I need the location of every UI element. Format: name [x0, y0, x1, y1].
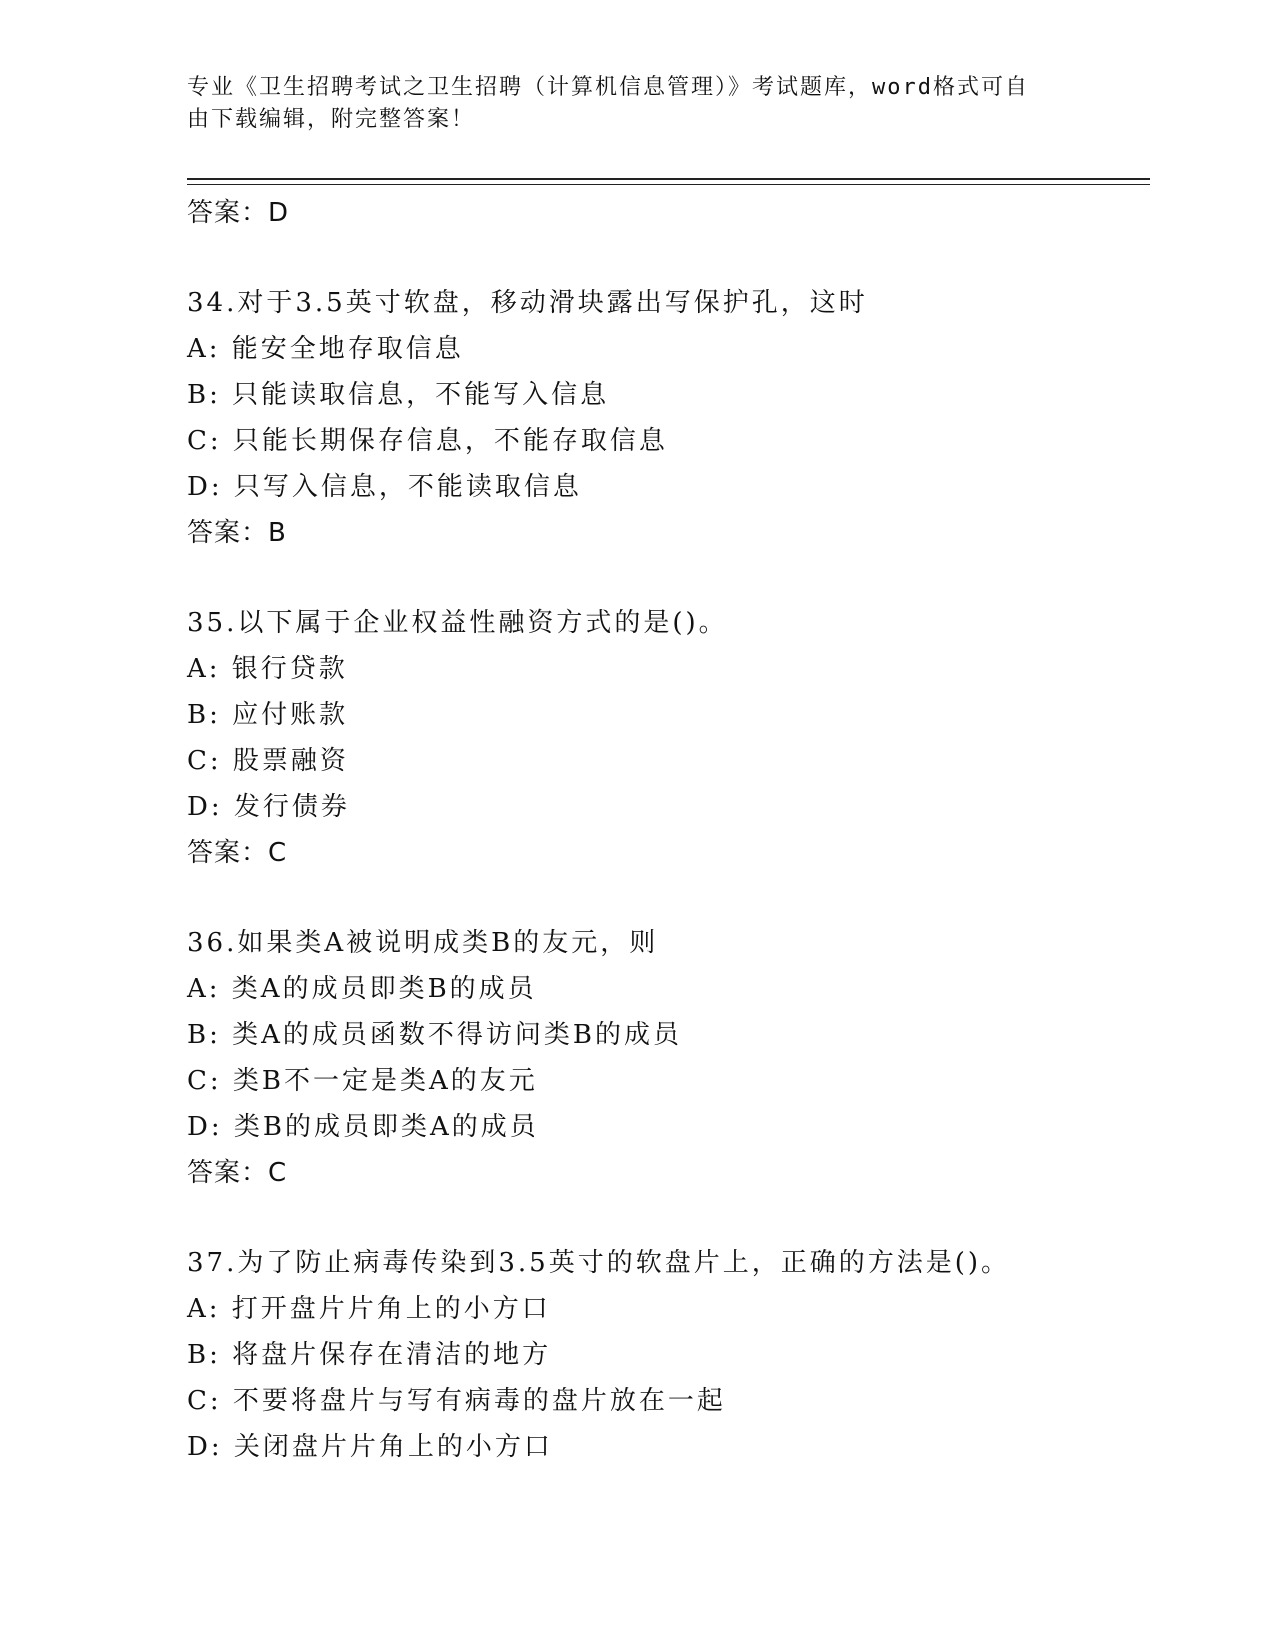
option-b: B: 将盘片保存在清洁的地方 — [187, 1340, 552, 1370]
option-c: C: 股票融资 — [187, 746, 349, 776]
question-list — [187, 190, 1147, 1514]
question-36 — [187, 920, 1147, 1196]
question-stem: 37.为了防止病毒传染到3.5英寸的软盘片上，正确的方法是()。 — [187, 1248, 1010, 1278]
question-34 — [187, 280, 1147, 556]
question-35 — [187, 600, 1147, 876]
option-d: D: 类B的成员即类A的成员 — [187, 1112, 539, 1142]
answer: 答案：C — [187, 1158, 288, 1188]
option-d: D: 发行债券 — [187, 792, 350, 822]
option-a: A: 能安全地存取信息 — [187, 334, 464, 364]
option-c: C: 只能长期保存信息，不能存取信息 — [187, 426, 668, 456]
header-line-2: 由下载编辑，附完整答案！ — [187, 107, 476, 132]
answer: 答案：B — [187, 518, 287, 548]
option-a: A: 类A的成员即类B的成员 — [187, 974, 537, 1004]
option-c: C: 类B不一定是类A的友元 — [187, 1066, 538, 1096]
option-d: D: 只写入信息，不能读取信息 — [187, 472, 582, 502]
option-b: B: 只能读取信息，不能写入信息 — [187, 380, 610, 410]
header-divider-thin — [187, 184, 1150, 185]
answer: 答案：C — [187, 838, 288, 868]
question-stem: 34.对于3.5英寸软盘，移动滑块露出写保护孔，这时 — [187, 288, 868, 318]
option-a: A: 银行贷款 — [187, 654, 348, 684]
option-b: B: 类A的成员函数不得访问类B的成员 — [187, 1020, 683, 1050]
previous-answer: 答案：D — [187, 198, 290, 228]
option-d: D: 关闭盘片片角上的小方口 — [187, 1432, 553, 1462]
question-37 — [187, 1240, 1147, 1470]
document-header — [187, 72, 1087, 136]
header-divider-thick — [187, 178, 1150, 180]
option-a: A: 打开盘片片角上的小方口 — [187, 1294, 551, 1324]
question-stem: 36.如果类A被说明成类B的友元，则 — [187, 928, 659, 958]
header-line-1: 专业《卫生招聘考试之卫生招聘（计算机信息管理）》考试题库，word格式可自 — [187, 75, 1029, 100]
question-stem: 35.以下属于企业权益性融资方式的是()。 — [187, 608, 728, 638]
option-c: C: 不要将盘片与写有病毒的盘片放在一起 — [187, 1386, 726, 1416]
option-b: B: 应付账款 — [187, 700, 349, 730]
